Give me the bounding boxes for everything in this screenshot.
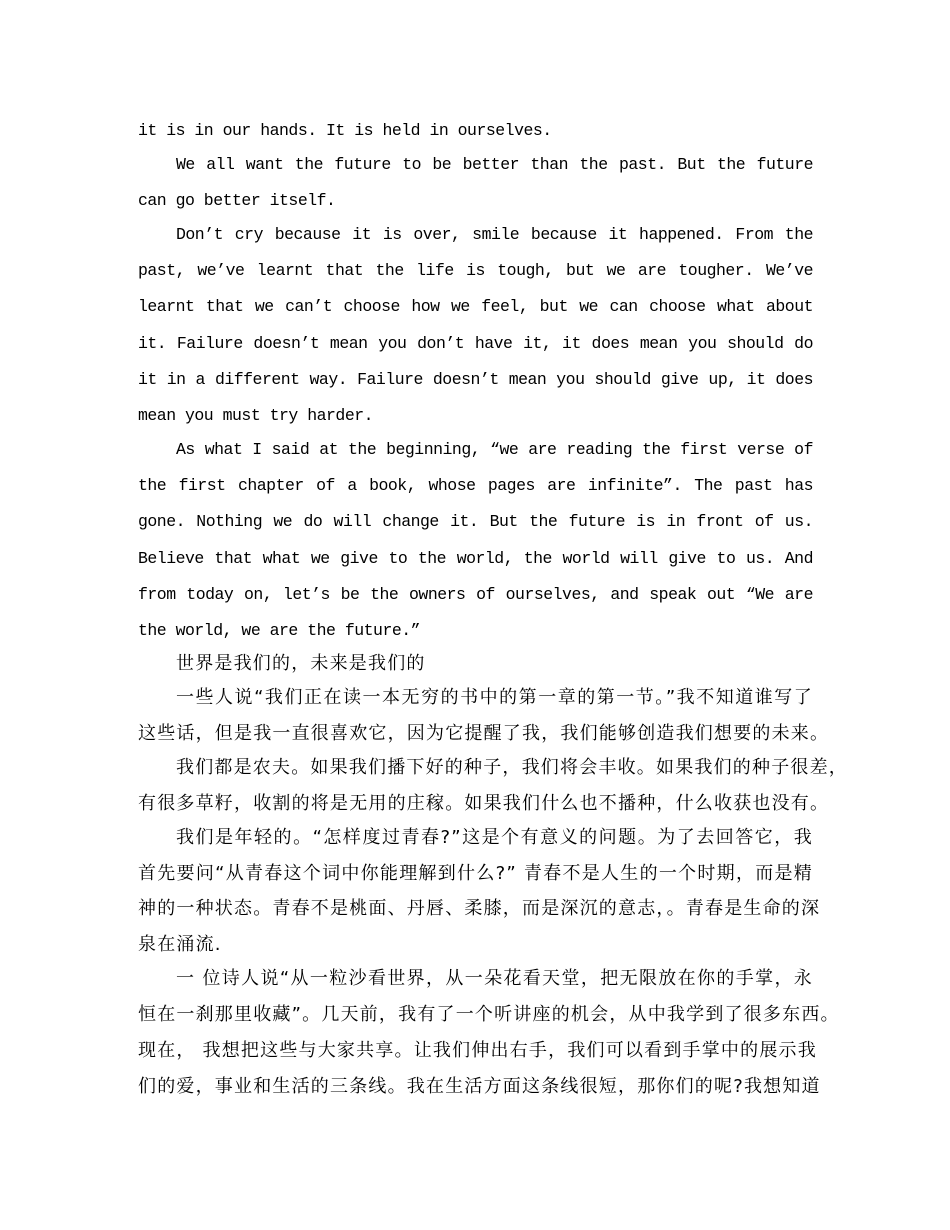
text-line: 恒在一刹那里收藏”。几天前，我有了一个听讲座的机会，从中我学到了很多东西。 [138, 1004, 840, 1025]
text-line: can go better itself. [138, 191, 336, 210]
text-line: 首先要问“从青春这个词中你能理解到什么?” 青春不是人生的一个时期，而是精 [138, 863, 813, 884]
text-line: 现在， 我想把这些与大家共享。让我们伸出右手，我们可以看到手掌中的展示我 [138, 1040, 817, 1061]
text-line: the world, we are the future.” [138, 621, 421, 640]
text-line: Believe that what we give to the world, the world will give to us. And [138, 549, 813, 568]
text-line: 一些人说“我们正在读一本无穷的书中的第一章的第一节。”我不知道谁写了 [176, 687, 813, 708]
text-line: the first chapter of a book, whose pages are infinite”. The past has [138, 476, 813, 495]
text-line: 们的爱，事业和生活的三条线。我在生活方面这条线很短，那你们的呢?我想知道 [138, 1076, 821, 1097]
text-line: it. Failure doesn’t mean you don’t have it, it does mean you should do [138, 334, 813, 353]
text-line: learnt that we can’t choose how we feel, but we can choose what about [138, 297, 813, 316]
text-line: from today on, let’s be the owners of ourselves, and speak out “We are [138, 585, 813, 604]
text-line: 泉在涌流. [138, 934, 222, 955]
text-line: 神的一种状态。青春不是桃面、丹唇、柔膝，而是深沉的意志，。青春是生命的深 [138, 898, 821, 919]
text-line: mean you must try harder. [138, 406, 374, 425]
text-line: Don’t cry because it is over, smile because it happened. From the [176, 225, 813, 244]
text-line: past, we’ve learnt that the life is tough, but we are tougher. We’ve [138, 261, 813, 280]
text-line: gone. Nothing we do will change it. But the future is in front of us. [138, 512, 813, 531]
text-line: it is in our hands. It is held in ourselves. [138, 121, 552, 140]
text-line: 一 位诗人说“从一粒沙看世界，从一朵花看天堂，把无限放在你的手掌，永 [176, 968, 813, 989]
text-line: it in a different way. Failure doesn’t mean you should give up, it does [138, 370, 813, 389]
text-line: 我们都是农夫。如果我们播下好的种子，我们将会丰收。如果我们的种子很差， [176, 757, 848, 778]
text-line: 我们是年轻的。“怎样度过青春?”这是个有意义的问题。为了去回答它，我 [176, 827, 813, 848]
text-line: 这些话，但是我一直很喜欢它，因为它提醒了我，我们能够创造我们想要的未来。 [138, 723, 830, 744]
text-line: As what I said at the beginning, “we are reading the first verse of [176, 440, 813, 459]
text-line: We all want the future to be better than the past. But the future [176, 155, 813, 174]
text-line: 有很多草籽，收割的将是无用的庄稼。如果我们什么也不播种，什么收获也没有。 [138, 793, 830, 814]
section-title: 世界是我们的，未来是我们的 [176, 653, 426, 674]
